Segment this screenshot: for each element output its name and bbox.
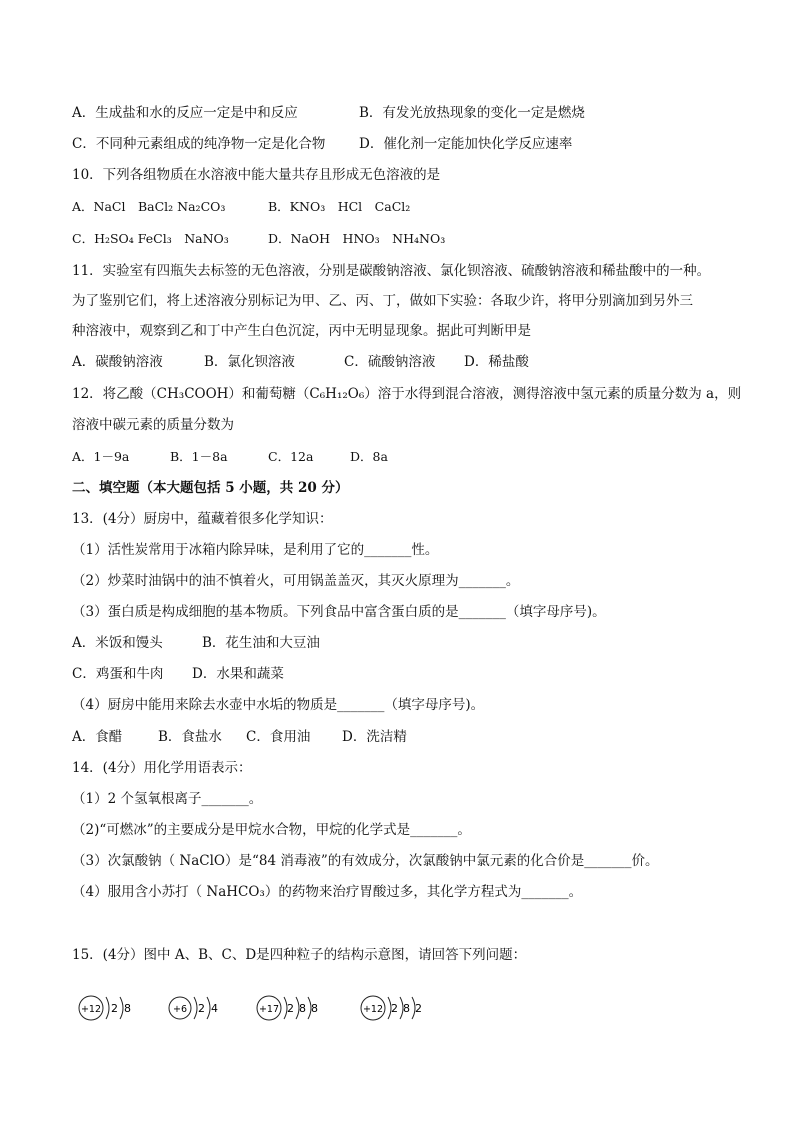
q12-option-c: C．12a — [268, 449, 314, 464]
q9-option-b: B．有发光放热现象的变化一定是燃烧 — [359, 105, 585, 121]
q13-part4-option-b: B．食盐水 — [158, 729, 222, 745]
shell-electrons: 8 — [124, 1002, 131, 1015]
q9-option-d: D．催化剂一定能加快化学反应速率 — [359, 136, 573, 152]
q13-part4-option-c: C．食用油 — [246, 729, 311, 745]
q13-part3-option-d: D．水果和蔬菜 — [192, 666, 284, 682]
q10-stem: 10．下列各组物质在水溶液中能大量共存且形成无色溶液的是 — [72, 167, 441, 183]
q13-part4-option-d: D．洗洁精 — [342, 729, 407, 745]
nucleus-label: +12 — [362, 1004, 384, 1015]
shell-electrons: 8 — [403, 1002, 410, 1015]
shell-electrons: 4 — [211, 1002, 218, 1015]
q13-part3-option-c: C．鸡蛋和牛肉 — [72, 666, 164, 682]
atom-diagram-d — [358, 988, 438, 1028]
section-title: 二、填空题（本大题包括 5 小题，共 20 分） — [72, 480, 349, 496]
atom-diagram-a — [76, 988, 146, 1028]
shell-electrons: 2 — [415, 1002, 422, 1015]
q14-stem: 14．(4分）用化学用语表示： — [72, 760, 252, 776]
shell-electrons: 2 — [287, 1002, 294, 1015]
q15-stem: 15．(4分）图中 A、B、C、D是四种粒子的结构示意图，请回答下列问题： — [72, 947, 527, 963]
shell-electrons: 8 — [311, 1002, 318, 1015]
q11-option-d: D．稀盐酸 — [464, 354, 529, 370]
q12-line1: 12．将乙酸（CH₃COOH）和葡萄糖（C₆H₁₂O₆）溶于水得到混合溶液，测得溶液中氢元素的质量分数为 a，则 — [72, 386, 742, 402]
q14-part1: （1）2 个氢氧根离子_______。 — [72, 791, 263, 807]
q11-option-c: C．硫酸钠溶液 — [344, 354, 436, 370]
shell-electrons: 2 — [198, 1002, 205, 1015]
q10-option-b: B．KNO₃ HCl CaCl₂ — [268, 199, 411, 214]
shell-electrons: 2 — [391, 1002, 398, 1015]
q9-option-a: A．生成盐和水的反应一定是中和反应 — [72, 105, 298, 121]
nucleus-label: +17 — [258, 1004, 280, 1015]
q13-part3: （3）蛋白质是构成细胞的基本物质。下列食品中富含蛋白质的是_______（填字母序号)。 — [72, 604, 606, 620]
q14-part2: （2)“可燃冰”的主要成分是甲烷水合物，甲烷的化学式是_______。 — [72, 822, 471, 838]
q13-part3-option-a: A．米饭和馒头 — [72, 635, 163, 651]
q13-part4-option-a: A．食醋 — [72, 729, 123, 745]
q13-stem: 13．(4分）厨房中，蕴藏着很多化学知识： — [72, 511, 333, 527]
q13-part3-option-b: B．花生油和大豆油 — [202, 635, 320, 651]
q10-option-d: D．NaOH HNO₃ NH₄NO₃ — [268, 231, 446, 246]
q12-option-d: D．8a — [350, 449, 388, 464]
q12-line2: 溶液中碳元素的质量分数为 — [72, 417, 234, 433]
shell-electrons: 8 — [299, 1002, 306, 1015]
shell-electrons: 2 — [111, 1002, 118, 1015]
q14-part4: （4）服用含小苏打（ NaHCO₃）的药物来治疗胃酸过多，其化学方程式为_______。 — [72, 884, 583, 900]
nucleus-label: +12 — [80, 1004, 102, 1015]
q12-option-a: A．1－9a — [72, 449, 130, 464]
q11-line3: 种溶液中，观察到乙和丁中产生白色沉淀，丙中无明显现象。据此可判断甲是 — [72, 323, 531, 339]
q13-part1: （1）活性炭常用于冰箱内除异味，是利用了它的_______性。 — [72, 542, 439, 558]
q14-part3: （3）次氯酸钠（ NaClO）是“84 消毒液”的有效成分，次氯酸钠中氯元素的化合价是_______价。 — [72, 853, 659, 869]
q10-option-c: C．H₂SO₄ FeCl₃ NaNO₃ — [72, 231, 229, 246]
nucleus-label: +6 — [172, 1004, 188, 1015]
atom-diagram-b — [166, 988, 236, 1028]
q11-line1: 11．实验室有四瓶失去标签的无色溶液，分别是碳酸钠溶液、氯化钡溶液、硫酸钠溶液和稀盐酸中的一种。 — [72, 263, 711, 279]
q10-option-a: A．NaCl BaCl₂ Na₂CO₃ — [72, 199, 226, 214]
q12-option-b: B．1－8a — [170, 449, 228, 464]
q11-option-b: B．氯化钡溶液 — [204, 354, 295, 370]
q13-part2: （2）炒菜时油锅中的油不慎着火，可用锅盖盖灭，其灭火原理为_______。 — [72, 573, 520, 589]
atom-diagram-c — [254, 988, 334, 1028]
q13-part4: （4）厨房中能用来除去水壶中水垢的物质是_______（填字母序号)。 — [72, 697, 485, 713]
q9-option-c: C．不同种元素组成的纯净物一定是化合物 — [72, 136, 326, 152]
q11-option-a: A．碳酸钠溶液 — [72, 354, 163, 370]
q11-line2: 为了鉴别它们，将上述溶液分别标记为甲、乙、丙、丁，做如下实验：各取少许，将甲分别滴加到另外三 — [72, 293, 693, 309]
